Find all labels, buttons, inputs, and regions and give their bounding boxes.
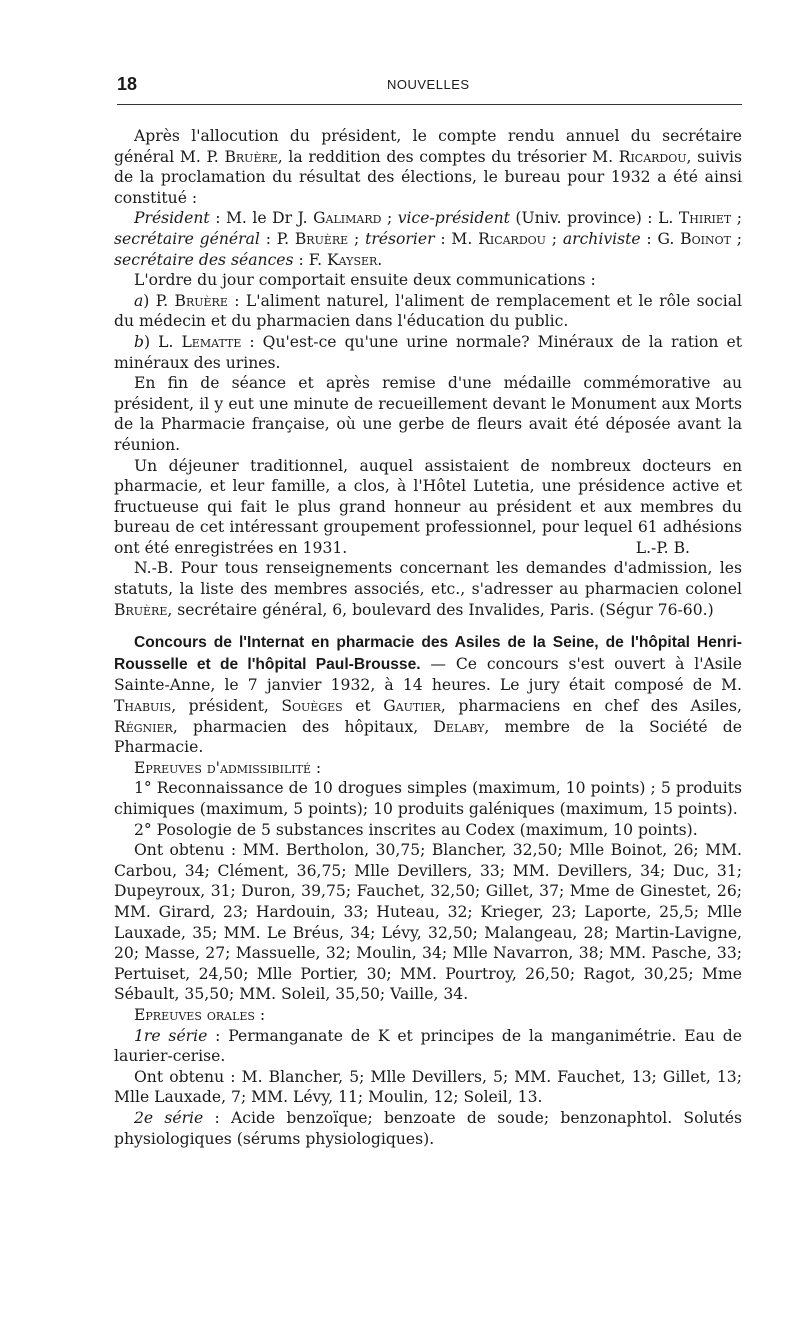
paragraph-communication-a: a) P. Bruère : L'aliment naturel, l'aliment de remplacement et le rôle social du médecin et du pharmacien dans l'éducation du public. [114,291,742,331]
paragraph-dejeuner: Un déjeuner traditionnel, auquel assistaient de nombreux docteurs en pharmacie, et leur famille, a clos, à l'Hôtel Lutetia, une présidence active et fructueuse qui fait le plus grand honneur au président et aux membres du bureau de cet intéressant groupement professionnel, pour lequel 61 adhésions ont été enregistrées en 1931. L.-P. B. [114,456,742,557]
paragraph-bureau: Président : M. le Dr J. Galimard ; vice-président (Univ. province) : L. Thiriet ; secrétaire général : P. Bruère ; trésorier : M. Ricardou ; archiviste : G. Boinot ; secrétaire des séances : F. Kayser. [114,209,743,269]
heading-orales: Epreuves orales : [134,1005,266,1024]
admissibilite-item-1: 1° Reconnaissance de 10 drogues simples (maximum, 10 points) ; 5 produits chimiques (maximum, 5 points); 10 produits galéniques (maximum, 15 points). [114,779,742,818]
paragraph-communication-b: b) L. Lematte : Qu'est-ce qu'une urine normale? Minéraux de la ration et minéraux des urines. [114,332,742,372]
paragraph-concours: Concours de l'Internat en pharmacie des Asiles de la Seine, de l'hôpital Henri-Rousselle et de l'hôpital Paul-Brousse. — Ce concours s'est ouvert à l'Asile Sainte-Anne, le 7 janvier 1932, à 14 heures. Le jury était composé de M. Thabuis, président, Souèges et Gautier, pharmaciens en chef des Asiles, Régnier, pharmacien des hôpitaux, Delaby, membre de la Société de Pharmacie. [114,634,742,757]
page-number: 18 [117,74,138,94]
paragraph-fin-de-seance: En fin de séance et après remise d'une médaille commémorative au président, il y eut une minute de recueillement devant le Monument aux Morts de la Pharmacie française, où une gerbe de fleurs avait été déposée avant la réunion. [114,374,742,454]
orales-serie-2: 2e série : Acide benzoïque; benzoate de soude; benzonaphtol. Solutés physiologiques (sérums physiologiques). [114,1108,742,1148]
heading-admissibilite: Epreuves d'admissibilité : [134,758,322,777]
admissibilite-item-2: 2° Posologie de 5 substances inscrites au Codex (maximum, 10 points). [134,820,698,839]
paragraph-ordre-du-jour: L'ordre du jour comportait ensuite deux communications : [134,271,596,290]
section-title: Concours de l'Internat en pharmacie des Asiles de la Seine, de l'hôpital Henri-Rousselle et de l'hôpital Paul-Brousse. [114,634,742,673]
orales-serie-1: 1re série : Permanganate de K et principes de la manganimétrie. Eau de laurier-cerise. [114,1026,742,1066]
orales-serie-1-results: Ont obtenu : M. Blancher, 5; Mlle Devillers, 5; MM. Fauchet, 13; Gillet, 13; Mlle Lauxade, 7; MM. Lévy, 11; Moulin, 12; Soleil, 13. [114,1067,742,1107]
page-header [117,74,742,96]
header-rule [117,104,742,105]
running-head: NOUVELLES [387,77,470,92]
section-gap [114,620,742,632]
article-body [114,126,742,1149]
admissibilite-results: Ont obtenu : MM. Bertholon, 30,75; Blancher, 32,50; Mlle Boinot, 26; MM. Carbou, 34; Clément, 36,75; Mlle Devillers, 33; MM. Devillers, 34; Duc, 31; Dupeyroux, 31; Duron, 39,75; Fauchet, 32,50; Gillet, 37; Mme de Ginestet, 26; MM. Girard, 23; Hardouin, 33; Huteau, 32; Krieger, 23; Laporte, 25,5; Mlle Lauxade, 35; MM. Le Bréus, 34; Lévy, 32,50; Malangeau, 28; Martin-Lavigne, 20; Masse, 27; Massuelle, 32; Moulin, 34; Mlle Navarron, 38; MM. Pasche, 33; Pertuiset, 24,50; Mlle Portier, 30; MM. Pourtroy, 26,50; Ragot, 30,25; Mme Sébault, 35,50; MM. Soleil, 35,50; Vaille, 34. [114,841,742,1004]
signature: L.-P. B. [635,538,690,557]
paragraph-nota-bene: N.-B. Pour tous renseignements concernant les demandes d'admission, les statuts, la liste des membres associés, etc., s'adresser au pharmacien colonel Bruère, secrétaire général, 6, boulevard des Invalides, Paris. (Ségur 76-60.) [114,559,742,619]
paragraph-allocution: Après l'allocution du président, le compte rendu annuel du secrétaire général M. P. Bruère, la reddition des comptes du trésorier M. Ricardou, suivis de la proclamation du résultat des élections, le bureau pour 1932 a été ainsi constitué : [114,127,743,207]
